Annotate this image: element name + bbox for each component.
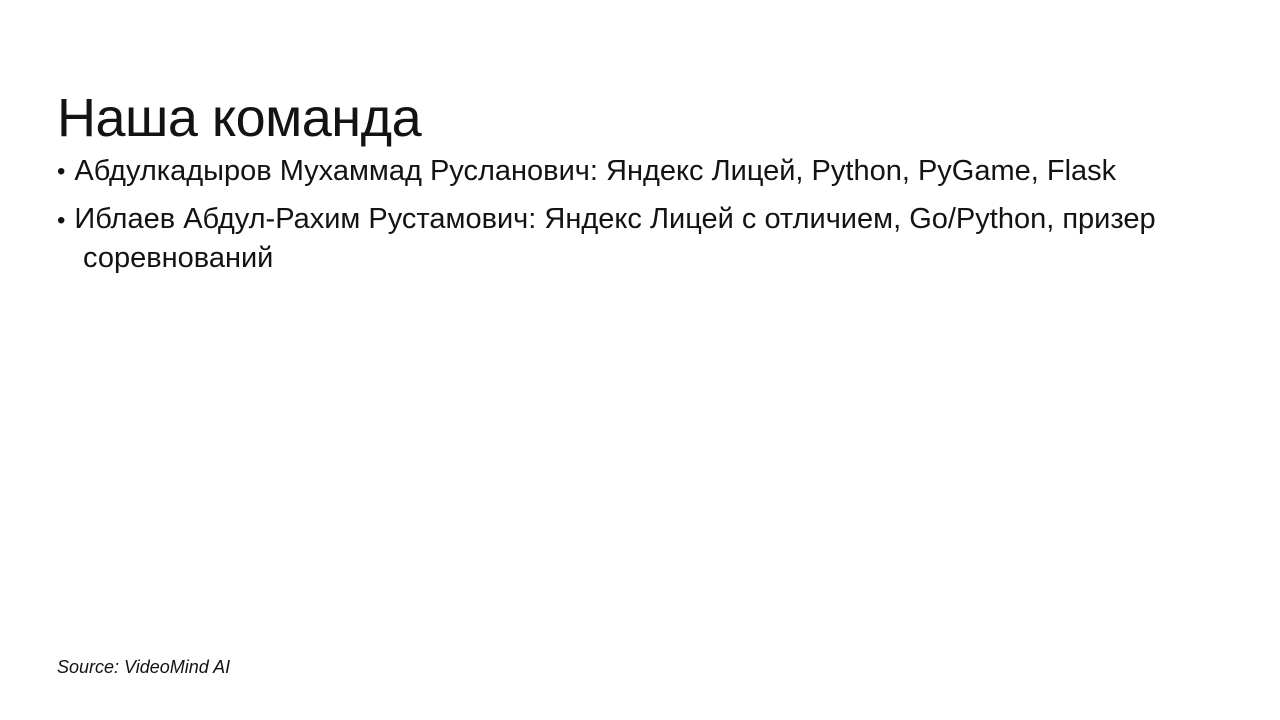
bullet-list (57, 152, 1225, 287)
list-item (57, 200, 1225, 277)
list-item-text: Абдулкадыров Мухаммад Русланович: Яндекс Лицей, Python, PyGame, Flask (74, 155, 1117, 187)
list-item (57, 152, 1225, 190)
list-item-text: Иблаев Абдул-Рахим Рустамович: Яндекс Лицей с отличием, Go/Python, призер соревнований (74, 203, 1156, 274)
page-title: Наша команда (57, 88, 422, 149)
bullet-icon: • (57, 158, 66, 186)
source-attribution: Source: VideoMind AI (57, 657, 231, 677)
bullet-icon: • (57, 206, 66, 234)
